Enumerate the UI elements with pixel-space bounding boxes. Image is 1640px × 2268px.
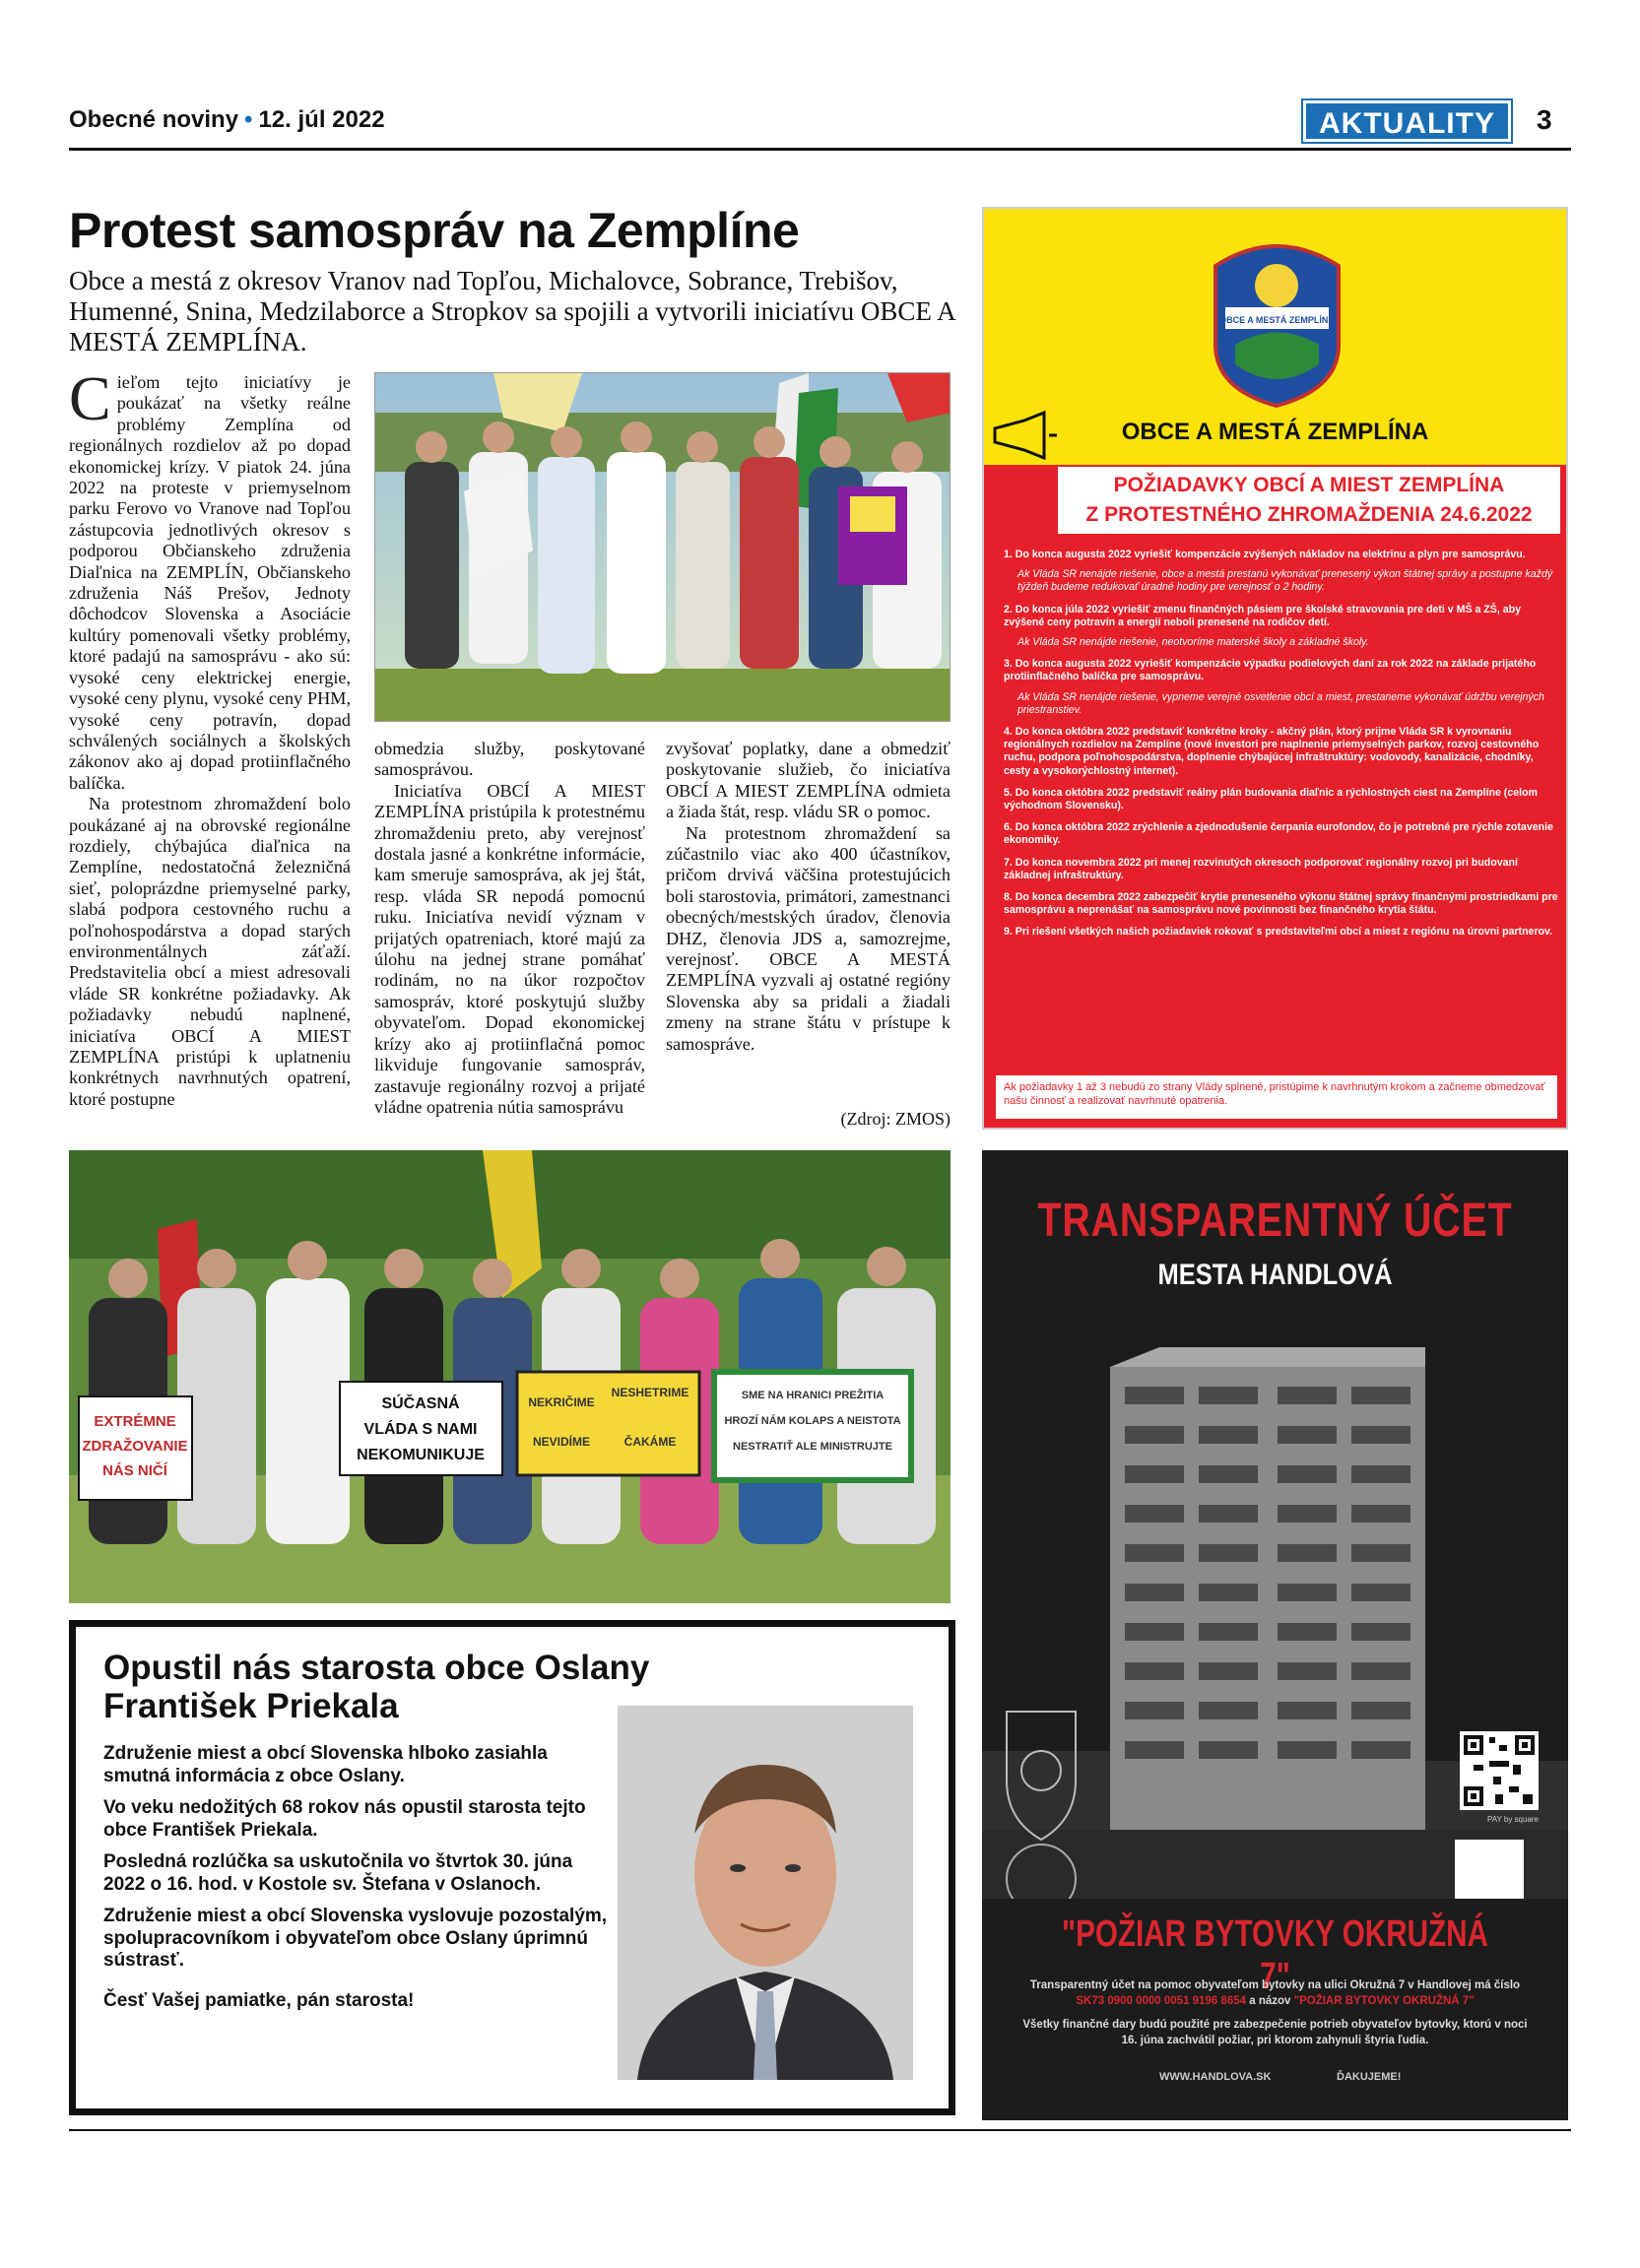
running-header (69, 106, 385, 134)
ad-org-title: OBCE A MESTÁ ZEMPLÍNA (1121, 419, 1429, 445)
ad-website: WWW.HANDLOVA.SK (1159, 2071, 1272, 2083)
article-title: Protest samospráv na Zemplíne (69, 203, 800, 258)
list-item: 9. Pri riešení všetkých našich požiadaviek rokovať s predstaviteľmi obcí a miest z regiónu na úrovni partnerov. (1004, 926, 1553, 939)
article-column-3 (666, 739, 951, 1103)
issue-date: 12. júl 2022 (258, 106, 385, 133)
obituary-title: Opustil nás starosta obce Oslany František Priekala (103, 1649, 650, 1725)
svg-text:ZDRAŽOVANIE: ZDRAŽOVANIE (82, 1438, 188, 1455)
list-item: 4. Do konca októbra 2022 predstaviť konkrétne kroky - akčný plán, ktorý prijme Vláda SR k vyrovnaniu regionálnych rozdielov na Zemplíne (nové investori pre naplnenie priemyselných parkov, rozvoj cestovného ruchu, podpora poľnohospodárstva, doplnenie chýbajúcej infraštruktúry: vodovody, kanalizácie, chodníky, cesty a vysokorýchlostný internet). (1004, 726, 1540, 777)
list-item: 6. Do konca októbra 2022 zrýchlenie a zjednodušenie čerpania eurofondov, čo je potrebné pre rýchle zotavenie ekonomiky. (1004, 821, 1553, 847)
list-item: 3. Do konca augusta 2022 vyriešiť kompenzácie výpadku podielových daní za rok 2022 na základe prijatého protiinflačného balíčka pre samosprávu. Ak Vláda SR nenájde riešenie, vypneme verejné osvetlenie obcí a miest, prestaneme vykonávať údržbu verejných priestranstiev. (1004, 658, 1544, 716)
article-lede: Obce a mestá z okresov Vranov nad Topľou, Michalovce, Sobrance, Trebišov, Humenné, Snina, Medzilaborce a Stropkov sa spojili a vytvorili iniciatívu OBCE A MESTÁ ZEMPLÍNA. (69, 266, 955, 356)
list-item: 7. Do konca novembra 2022 pri menej rozvinutých okresoch podporovať regionálny rozvoj pri budovaní základnej infraštruktúry. (1004, 856, 1518, 881)
column-1-paragraph-2: Na protestnom zhromaždení bolo poukázané aj na obrovské regionálne rozdiely, chýbajúca diaľnica na Zemplíne, nedostatočná železničná sieť, poloprázdne priemyselné parky, slabá podpora cestovného ruchu a poľnohospodárstva a dopad starých environmentálnych záťaží. Predstavitelia obcí a miest adresovali vláde SR konkrétne požiadavky. Ak požiadavky nebudú naplnené, iniciatíva OBCÍ A MIEST ZEMPLÍNA pristúpi k uplatneniu konkrétnych navrhnutých opatrení, ktoré postupne (69, 794, 351, 1109)
ad-title: TRANSPARENTNÝ ÚČET (1037, 1195, 1513, 1247)
svg-text:NESTRATIŤ ALE MINISTRUJTE: NESTRATIŤ ALE MINISTRUJTE (733, 1441, 892, 1453)
ad-footer-warning: Ak požiadavky 1 až 3 nebudú zo strany Vlády splnené, pristúpime k navrhnutým krokom a začneme obmedzovať našu činnosť a realizovať navrhnuté opatrenia. (996, 1075, 1557, 1119)
column-3-paragraph-1: zvyšovať poplatky, dane a obmedziť poskytovanie služieb, čo iniciatíva OBCÍ A MIEST ZEMPLÍNA odmieta a žiada štát, resp. vládu SR o pomoc. (666, 739, 951, 822)
zemplin-demands-ad (982, 207, 1568, 1130)
obituary-box (69, 1620, 955, 2115)
page-number: 3 (1537, 104, 1552, 135)
svg-text:SME NA HRANICI PREŽITIA: SME NA HRANICI PREŽITIA (741, 1390, 885, 1401)
svg-text:NEKRIČIME: NEKRIČIME (528, 1395, 595, 1409)
account-name: "POŽIAR BYTOVKY OKRUŽNÁ 7" (1293, 1995, 1475, 2007)
ad-subtitle: MESTA HANDLOVÁ (1157, 1259, 1393, 1291)
svg-text:NEVIDÍME: NEVIDÍME (532, 1435, 591, 1449)
svg-text:NÁS NIČÍ: NÁS NIČÍ (102, 1462, 167, 1479)
column-2-paragraph-2: Iniciatíva OBCÍ A MIEST ZEMPLÍNA pristúpila k protestnému zhromaždeniu preto, aby verejnosť dostala jasné a konkrétne informácie, kam smeruje samospráva, ak jej štát, resp. vláda SR nepodá pomocnú ruku. Iniciatíva nevidí význam v prijatých opatreniach, ktoré majú za úlohu na jednej strane pomáhať rodinám, no na úkor rozpočtov samospráv, ktoré poskytujú služby obyvateľom. Dopad ekonomickej krízy ako aj protiinflačná pomoc likviduje fungovanie samospráv, zastavuje regionálny rozvoj a prijaté vládne opatrenia nútia samosprávu (374, 780, 645, 1117)
list-item: 2. Do konca júla 2022 vyriešiť zmenu finančných pásiem pre školské stravovania pre deti v MŠ a ZŠ, aby zvýšené ceny potravín a energií neboli prenesené na rodičov detí. Ak Vláda SR nenájde riešenie, neotvoríme materské školy a základné školy. (1004, 603, 1521, 649)
footer-rule (69, 2129, 1571, 2131)
demands-list (1004, 549, 1560, 948)
column-1-paragraph-1: ieľom tejto iniciatívy je poukázať na všetky reálne problémy Zemplína od regionálnych rozdielov až po dopad ekonomickej krízy. V piatok 24. júna 2022 na proteste v priemyselnom parku Ferovo vo Vranove nad Topľou zástupcovia jednotlivých okresov s podporou Občianskeho združenia Diaľnica na ZEMPLÍN, Občianskeho združenia Náš Prešov, Jednoty dôchodcov Slovenska a Asociácie kultúry pomenovali všetky problémy, ktoré padajú na samosprávu - ako sú: vysoké ceny elektrickej energie, vysoké ceny plynu, vysoké ceny PHM, vysoké ceny potravín, dopad schválených sociálnych a školských zákonov ako aj dopad protiinflačného balíčka. (69, 372, 351, 793)
ad-body: Transparentný účet na pomoc obyvateľom bytovky na ulici Okružná 7 v Handlovej má číslo SK73 0900 0000 0051 9196 8654 a názov "POŽIAR BYTOVKY OKRUŽNÁ 7" Všetky finančné dary budú použité pre zabezpečenie potrieb obyvateľov bytovky, ktorú v noci 16. júna zachvátil požiar, pri ktorom zahynuli štyria ľudia. (1022, 1979, 1528, 2046)
protest-photo-2 (69, 1150, 951, 1603)
svg-text:SÚČASNÁ: SÚČASNÁ (381, 1395, 460, 1412)
iban: SK73 0900 0000 0051 9196 8654 (1076, 1995, 1247, 2007)
ad-subtitle-line-1: POŽIADAVKY OBCÍ A MIEST ZEMPLÍNA (1113, 474, 1505, 496)
ad-subtitle-line-2: Z PROTESTNÉHO ZHROMAŽDENIA 24.6.2022 (1085, 503, 1533, 526)
drop-cap: C (69, 363, 111, 433)
svg-text:VLÁDA S NAMI: VLÁDA S NAMI (363, 1421, 478, 1438)
ad-subtitle (1058, 467, 1560, 534)
svg-text:NEKOMUNIKUJE: NEKOMUNIKUJE (357, 1447, 485, 1463)
qr-caption: PAY by square (1486, 1815, 1539, 1824)
list-item: 5. Do konca októbra 2022 predstaviť reálny plán budovania diaľnic a rýchlostných ciest na Zemplíne (celom východnom Slovensku). (1004, 786, 1538, 812)
crest-label: OBCE A MESTÁ ZEMPLÍNA (1219, 315, 1335, 325)
section-label: AKTUALITY (1303, 100, 1511, 142)
svg-text:HROZÍ NÁM KOLAPS A NEISTOTA: HROZÍ NÁM KOLAPS A NEISTOTA (724, 1415, 901, 1427)
svg-text:ČAKÁME: ČAKÁME (623, 1435, 677, 1449)
svg-text:EXTRÉMNE: EXTRÉMNE (94, 1413, 176, 1430)
portrait-photo (618, 1706, 913, 2080)
list-item: 1. Do konca augusta 2022 vyriešiť kompenzácie zvýšených nákladov na elektrinu a plyn pre samosprávu. Ak Vláda SR nenájde riešenie, obce a mestá prestanú vykonávať prenesený výkon štátnej správy a postupne každý týždeň budeme redukovať úradné hodiny pre verejnosť o 2 hodiny. (1004, 549, 1553, 594)
qr-code-icon (1460, 1731, 1539, 1810)
list-item: 8. Do konca decembra 2022 zabezpečiť krytie preneseného výkonu štátnej správy finančnými prostriedkami pre samosprávu a neprenášať na samosprávu nové povinnosti bez finančného krytia štátu. (1004, 891, 1558, 917)
column-2-paragraph-1: obmedzia služby, poskytované samosprávou. (374, 739, 645, 780)
separator-dot: • (244, 106, 253, 133)
svg-text:NESHETRIME: NESHETRIME (611, 1386, 689, 1399)
header-rule (69, 148, 1571, 151)
paper-name: Obecné noviny (69, 106, 239, 133)
obituary-body: Združenie miest a obcí Slovenska hlboko zasiahla smutná informácia z obce Oslany. Vo veku nedožitých 68 rokov nás opustil starosta tejto obce František Priekala. Posledná rozlúčka sa uskutočnila vo štvrtok 30. júna 2022 o 16. hod. v Kostole sv. Štefana v Oslanoch. Združenie miest a obcí Slovenska vyslovuje pozostalým, spolupracovníkom i obyvateľom obce Oslany úprimnú sústrasť. Česť Vašej pamiatke, pán starosta! (103, 1743, 608, 2011)
article-column-2 (374, 739, 645, 1133)
ad-quote: "POŽIAR BYTOVKY OKRUŽNÁ 7" (1062, 1913, 1488, 1997)
column-3-paragraph-2: Na protestnom zhromaždení sa zúčastnilo viac ako 400 účastníkov, pričom drvivá väčšina protestujúcich boli starostovia, primátori, zamestnanci obecných/mestských úradov, členovia DHZ, členovia JDS a, samozrejme, verejnosť. OBCE A MESTÁ ZEMPLÍNA vyzvali aj ostatné regióny Slovenska aby sa pridali a žiadali zmeny na strane štátu v prístupe k samospráve. (666, 822, 951, 1054)
handlova-account-ad (982, 1150, 1568, 2120)
article-source: (Zdroj: ZMOS) (840, 1109, 951, 1129)
handlova-coat-of-arms-icon (1002, 1702, 1081, 1849)
protest-photo-1 (374, 372, 951, 722)
article-column-1 (69, 363, 351, 1136)
ad-thanks: ĎAKUJEME! (1337, 2071, 1402, 2083)
